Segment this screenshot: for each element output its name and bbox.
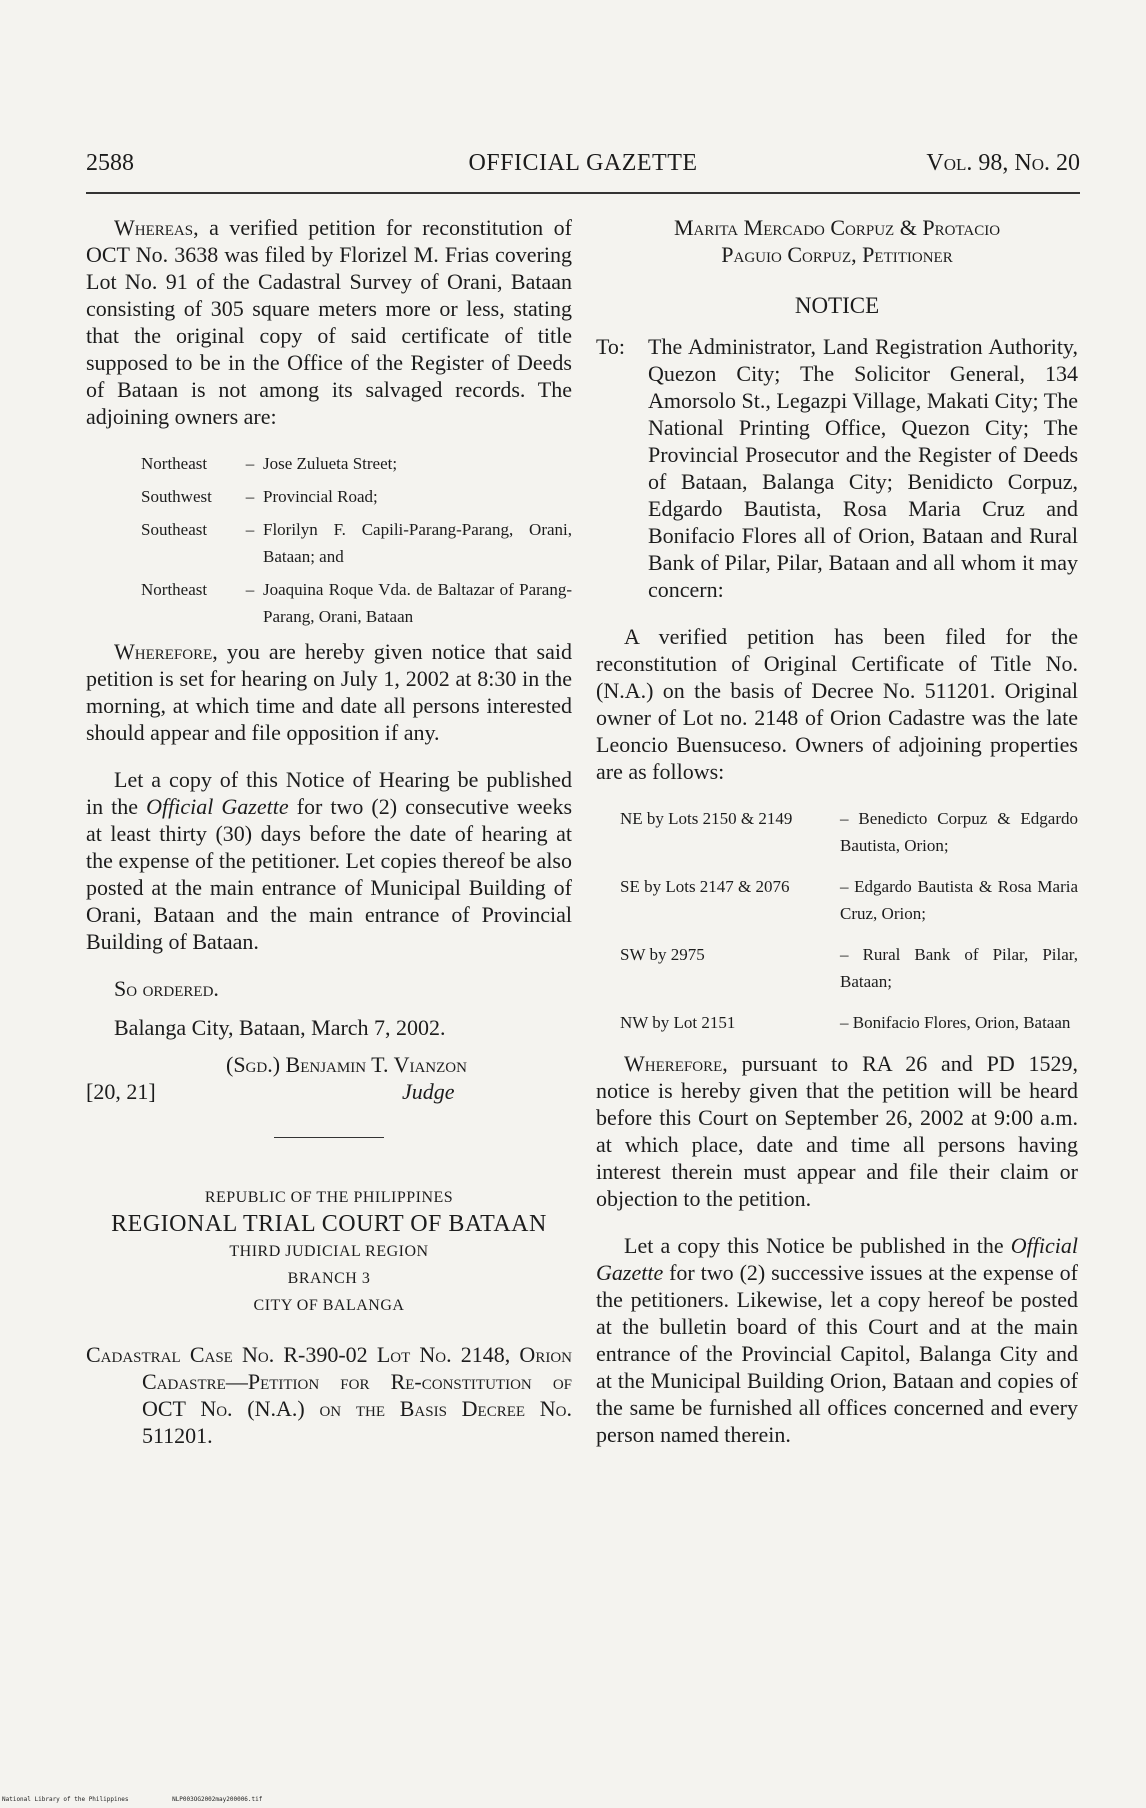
adjoining-owners-list	[141, 450, 572, 630]
lot-reference: NW by Lot 2151	[620, 1013, 736, 1032]
owner-row	[141, 483, 572, 510]
lot-reference: SW by 2975	[620, 945, 705, 964]
whereas-paragraph	[86, 214, 572, 430]
case-caption: Cadastral Case No. R-390-02 Lot No. 2148, Orion Cadastre—Petition for Re-constitution of OCT No. (N.A.) on the Basis Decree No. 511201.	[86, 1342, 572, 1448]
petition-paragraph: A verified petition has been filed for the reconstitution of Original Certificate of Title No. (N.A.) on the basis of Decree No. 511201. Original owner of Lot no. 2148 of Orion Cadastre was the late Leoncio Buensuceso. Owners of adjoining properties are as follows:	[596, 624, 1078, 784]
issue-reference: [20, 21]	[86, 1079, 156, 1104]
publish-pre-right: Let a copy this Notice be published in the	[624, 1233, 1004, 1258]
owner-row	[141, 576, 572, 630]
owner-name: Joaquina Roque Vda. de Baltazar of Parang-Parang, Orani, Bataan	[263, 580, 572, 626]
owner-dash: –	[245, 487, 255, 506]
owner-name: Florilyn F. Capili-Parang-Parang, Orani, Bataan; and	[263, 520, 572, 566]
judge-title: Judge	[402, 1079, 455, 1104]
so-ordered: So ordered.	[114, 976, 219, 1001]
lot-owner: – Benedicto Corpuz & Edgardo Bautista, Orion;	[840, 809, 1078, 855]
lot-owner: – Edgardo Bautista & Rosa Maria Cruz, Orion;	[840, 877, 1078, 923]
lot-reference: NE by Lots 2150 & 2149	[620, 809, 793, 828]
file-id: NLP003OG2002may200006.tif	[172, 1796, 263, 1803]
owner-direction: Northeast	[141, 454, 208, 473]
owner-direction: Northeast	[141, 580, 208, 599]
spacer	[86, 955, 572, 975]
publish-post: for two (2) consecutive weeks at least thirty (30) days before the date of hearing at the expense of the petitioner. Let copies thereof be also posted at the main entrance of Municipal Building of Orani, Bataan and the main entrance of Provincial Building of Bataan.	[86, 794, 573, 954]
petitioners-line-1: Marita Mercado Corpuz & Protacio	[673, 215, 1001, 240]
wherefore-paragraph-right	[596, 1050, 1078, 1212]
signatory: (Sgd.) Benjamin T. Vianzon	[226, 1052, 467, 1077]
publish-paragraph	[86, 766, 572, 955]
publish-italic-right: Official Gazette	[596, 1233, 1079, 1285]
republic-label: REPUBLIC OF THE PHILIPPINES	[204, 1189, 454, 1206]
publication-title: OFFICIAL GAZETTE	[468, 150, 698, 176]
wherefore-lead: Wherefore,	[114, 639, 218, 664]
lot-owner: – Bonifacio Flores, Orion, Bataan	[840, 1013, 1071, 1032]
spacer	[596, 603, 1078, 623]
page-header	[86, 150, 1080, 184]
owner-direction: Southeast	[141, 520, 208, 539]
scan-footer	[2, 1796, 262, 1803]
lot-row	[620, 805, 1078, 859]
addressees-text: The Administrator, Land Registration Authority, Quezon City; The Solicitor General, 134 Amorsolo St., Legazpi Village, Makati City; The National Printing Office, Quezon City; The Provincial Prosecutor and the Register of Deeds of Bataan, Balanga City; Benidicto Corpuz, Edgardo Bautista, Rosa Maria Cruz and Bonifacio Flores all of Orion, Bataan and Rural Bank of Pilar, Pilar, Bataan and all whom it may concern:	[648, 334, 1078, 602]
wherefore-text: you are hereby given notice that said petition is set for hearing on July 1, 2002 at 8:30 in the morning, at which time and date all persons interested should appear and file opposition if any.	[86, 639, 572, 745]
publish-italic: Official Gazette	[146, 794, 289, 819]
whereas-lead: Whereas,	[114, 215, 199, 240]
court-city: CITY OF BALANGA	[253, 1297, 405, 1314]
lot-row	[620, 1009, 1078, 1036]
spacer	[86, 746, 572, 766]
petitioners-line-2: Paguio Corpuz, Petitioner	[721, 242, 953, 267]
notice-title: NOTICE	[794, 293, 880, 318]
wherefore-lead-right: Wherefore,	[624, 1051, 728, 1076]
place-date: Balanga City, Bataan, March 7, 2002.	[114, 1015, 446, 1040]
signature-block	[86, 1051, 572, 1111]
volume-label: Vol. 98, No. 20	[926, 150, 1080, 176]
right-column	[596, 214, 1078, 1448]
owner-name: Jose Zulueta Street;	[263, 454, 398, 473]
publish-post-right: for two (2) successive issues at the expense of the petitioners. Likewise, let a copy hereof be posted at the bulletin board of this Court and at the main entrance of the Provincial Capitol, Balanga City and at the Municipal Building Orion, Bataan and copies of the same be furnished all offices concerned and every person named therein.	[596, 1260, 1078, 1447]
spacer	[86, 1002, 572, 1014]
section-divider	[274, 1137, 384, 1138]
whereas-text: a verified petition for reconstitution of OCT No. 3638 was filed by Florizel M. Frias covering Lot No. 91 of the Cadastral Survey of Orani, Bataan consisting of 305 square meters more or less, stating that the original copy of said certificate of title supposed to be in the Office of the Register of Deeds of Bataan is not among its salvaged records. The adjoining owners are:	[86, 215, 573, 429]
to-label: To:	[596, 334, 626, 359]
owner-dash: –	[245, 520, 255, 539]
owner-dash: –	[245, 454, 255, 473]
publish-pre: Let a copy of this Notice of Hearing be published in the	[86, 767, 572, 819]
lot-row	[620, 873, 1078, 927]
owner-direction: Southwest	[141, 487, 212, 506]
page-number: 2588	[86, 150, 134, 176]
owner-name: Provincial Road;	[263, 487, 378, 506]
court-name: REGIONAL TRIAL COURT OF BATAAN	[111, 1211, 547, 1237]
judicial-region: THIRD JUDICIAL REGION	[229, 1243, 429, 1260]
lot-owner: – Rural Bank of Pilar, Pilar, Bataan;	[840, 945, 1078, 991]
wherefore-paragraph	[86, 638, 572, 746]
owner-row	[141, 450, 572, 477]
spacer	[596, 1212, 1078, 1232]
left-column	[86, 214, 572, 1449]
addressees-block	[596, 333, 1078, 603]
wherefore-text-right: pursuant to RA 26 and PD 1529, notice is hereby given that the petition will be heard before this Court on September 26, 2002 at 9:00 a.m. at which place, date and time all persons having interest therein must appear and file their claim or objection to the petition.	[596, 1051, 1079, 1211]
court-heading	[86, 1184, 572, 1319]
court-branch: BRANCH 3	[287, 1270, 371, 1287]
adjoining-lots-list	[620, 805, 1078, 1036]
owner-row	[141, 516, 572, 570]
library-credit: National Library of the Philippines	[2, 1796, 129, 1803]
header-rule	[86, 192, 1080, 194]
lot-reference: SE by Lots 2147 & 2076	[620, 877, 790, 896]
publish-paragraph-right	[596, 1232, 1078, 1448]
owner-dash: –	[245, 580, 255, 599]
lot-row	[620, 941, 1078, 995]
